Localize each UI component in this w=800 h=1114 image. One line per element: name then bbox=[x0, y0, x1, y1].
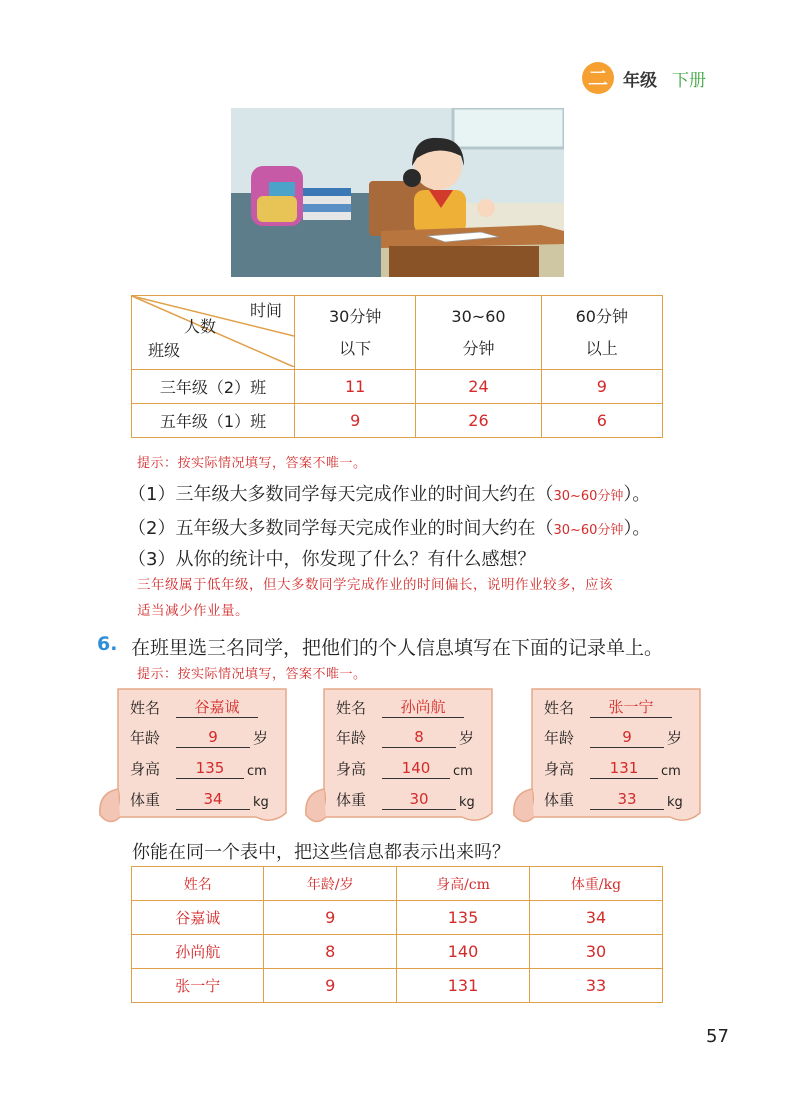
hint-2: 提示：按实际情况填写，答案不唯一。 bbox=[137, 667, 367, 682]
table-cell: 135 bbox=[397, 901, 530, 935]
age-value: 8 bbox=[382, 728, 456, 748]
age-value: 9 bbox=[176, 728, 250, 748]
table-cell: 张一宁 bbox=[132, 969, 264, 1003]
question-1: （1）三年级大多数同学每天完成作业的时间大约在（30~60分钟）。 bbox=[128, 484, 651, 505]
table-row bbox=[132, 370, 663, 404]
answer-1: 30~60分钟 bbox=[553, 489, 624, 504]
question-3-answer: 三年级属于低年级，但大多数同学完成作业的时间偏长，说明作业较多，应该 适当减少作业量。 bbox=[137, 577, 613, 619]
student-info-table bbox=[131, 866, 663, 1003]
row-label: 五年级（1）班 bbox=[132, 404, 295, 438]
grade-badge: 二 bbox=[582, 62, 614, 94]
table-cell: 34 bbox=[530, 901, 663, 935]
table-row bbox=[132, 969, 663, 1003]
age-value: 9 bbox=[590, 728, 664, 748]
col-header-3: 60分钟 以上 bbox=[541, 296, 662, 370]
homework-time-table bbox=[131, 295, 663, 438]
table-cell: 33 bbox=[530, 969, 663, 1003]
grade-volume: 下册 bbox=[672, 71, 706, 91]
girl-doing-homework-illustration bbox=[231, 108, 564, 277]
hint-1: 提示：按实际情况填写，答案不唯一。 bbox=[137, 456, 367, 471]
header-cell: 身高/cm bbox=[397, 867, 530, 901]
grade-text: 年级 bbox=[623, 71, 657, 91]
info-card-2: 姓名 孙尚航 年龄 8 岁 身高 140 cm 体重 30 kg bbox=[302, 685, 502, 830]
table-cell: 140 bbox=[397, 935, 530, 969]
header-cell: 体重/kg bbox=[530, 867, 663, 901]
question-3: （3）从你的统计中，你发现了什么？有什么感想？ bbox=[128, 549, 536, 570]
answer-2: 30~60分钟 bbox=[553, 523, 624, 538]
diagonal-header-cell bbox=[132, 296, 295, 370]
height-value: 140 bbox=[382, 759, 450, 779]
table-cell: 24 bbox=[416, 370, 541, 404]
table-cell: 131 bbox=[397, 969, 530, 1003]
table-row bbox=[132, 404, 663, 438]
header-cell: 年龄/岁 bbox=[264, 867, 397, 901]
diag-label-class: 班级 bbox=[148, 341, 181, 360]
table-cell: 9 bbox=[541, 370, 662, 404]
table-cell: 8 bbox=[264, 935, 397, 969]
weight-value: 33 bbox=[590, 790, 664, 810]
col-header-2: 30~60 分钟 bbox=[416, 296, 541, 370]
table-cell: 9 bbox=[264, 901, 397, 935]
diag-label-count: 人数 bbox=[184, 317, 217, 336]
name-value: 孙尚航 bbox=[382, 698, 464, 718]
weight-value: 30 bbox=[382, 790, 456, 810]
table-cell: 谷嘉诚 bbox=[132, 901, 264, 935]
height-value: 135 bbox=[176, 759, 244, 779]
table-cell: 26 bbox=[416, 404, 541, 438]
table-cell: 孙尚航 bbox=[132, 935, 264, 969]
row-label: 三年级（2）班 bbox=[132, 370, 295, 404]
question-2: （2）五年级大多数同学每天完成作业的时间大约在（30~60分钟）。 bbox=[128, 518, 651, 539]
table-row bbox=[132, 935, 663, 969]
name-value: 张一宁 bbox=[590, 698, 672, 718]
table-question: 你能在同一个表中，把这些信息都表示出来吗？ bbox=[132, 842, 510, 863]
problem-6-text: 在班里选三名同学，把他们的个人信息填写在下面的记录单上。 bbox=[131, 637, 664, 659]
height-value: 131 bbox=[590, 759, 658, 779]
diag-label-time: 时间 bbox=[249, 301, 282, 320]
info-card-3: 姓名 张一宁 年龄 9 岁 身高 131 cm 体重 33 kg bbox=[510, 685, 710, 830]
weight-value: 34 bbox=[176, 790, 250, 810]
info-card-1: 姓名 谷嘉诚 年龄 9 岁 身高 135 cm 体重 34 kg bbox=[96, 685, 296, 830]
table-cell: 9 bbox=[295, 404, 416, 438]
name-value: 谷嘉诚 bbox=[176, 698, 258, 718]
table-cell: 30 bbox=[530, 935, 663, 969]
table-header-row bbox=[132, 867, 663, 901]
table-cell: 9 bbox=[264, 969, 397, 1003]
table-cell: 11 bbox=[295, 370, 416, 404]
table-cell: 6 bbox=[541, 404, 662, 438]
col-header-1: 30分钟 以下 bbox=[295, 296, 416, 370]
page-number: 57 bbox=[706, 1026, 729, 1047]
header-cell: 姓名 bbox=[132, 867, 264, 901]
problem-number: 6. bbox=[97, 633, 118, 655]
table-row bbox=[132, 901, 663, 935]
